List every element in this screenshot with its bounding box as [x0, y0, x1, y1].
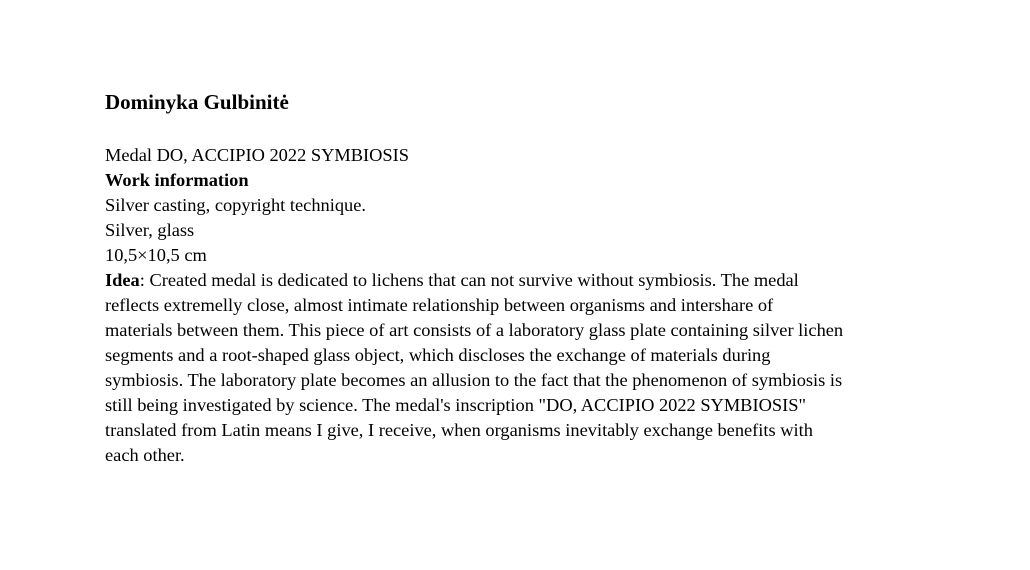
idea-label: Idea	[105, 270, 140, 290]
idea-line: each other.	[105, 445, 185, 465]
idea-line	[105, 268, 990, 293]
section-heading: Work information	[105, 170, 249, 190]
document-page	[105, 88, 1005, 468]
work-title: Medal DO, ACCIPIO 2022 SYMBIOSIS	[105, 145, 409, 165]
materials-line: Silver, glass	[105, 220, 195, 240]
idea-line: translated from Latin means I give, I receive, when organisms inevitably exchange benefits with	[105, 420, 813, 440]
dimensions-line: 10,5×10,5 cm	[105, 245, 207, 265]
idea-line: still being investigated by science. The medal's inscription "DO, ACCIPIO 2022 SYMBIOSIS"	[105, 395, 806, 415]
idea-paragraph	[105, 268, 990, 468]
idea-line: reflects extremelly close, almost intimate relationship between organisms and intershare of	[105, 295, 774, 315]
idea-separator: :	[139, 270, 145, 290]
idea-line: materials between them. This piece of art consists of a laboratory glass plate containing silver lichen	[105, 320, 844, 340]
technique-line: Silver casting, copyright technique.	[105, 195, 366, 215]
idea-line-text: Created medal is dedicated to lichens that can not survive without symbiosis. The medal	[144, 270, 799, 290]
idea-line: symbiosis. The laboratory plate becomes an allusion to the fact that the phenomenon of symbiosis is	[105, 370, 843, 390]
work-description	[105, 143, 1005, 468]
idea-line: segments and a root-shaped glass object, which discloses the exchange of materials during	[105, 345, 771, 365]
author-name: Dominyka Gulbinitė	[105, 90, 289, 114]
